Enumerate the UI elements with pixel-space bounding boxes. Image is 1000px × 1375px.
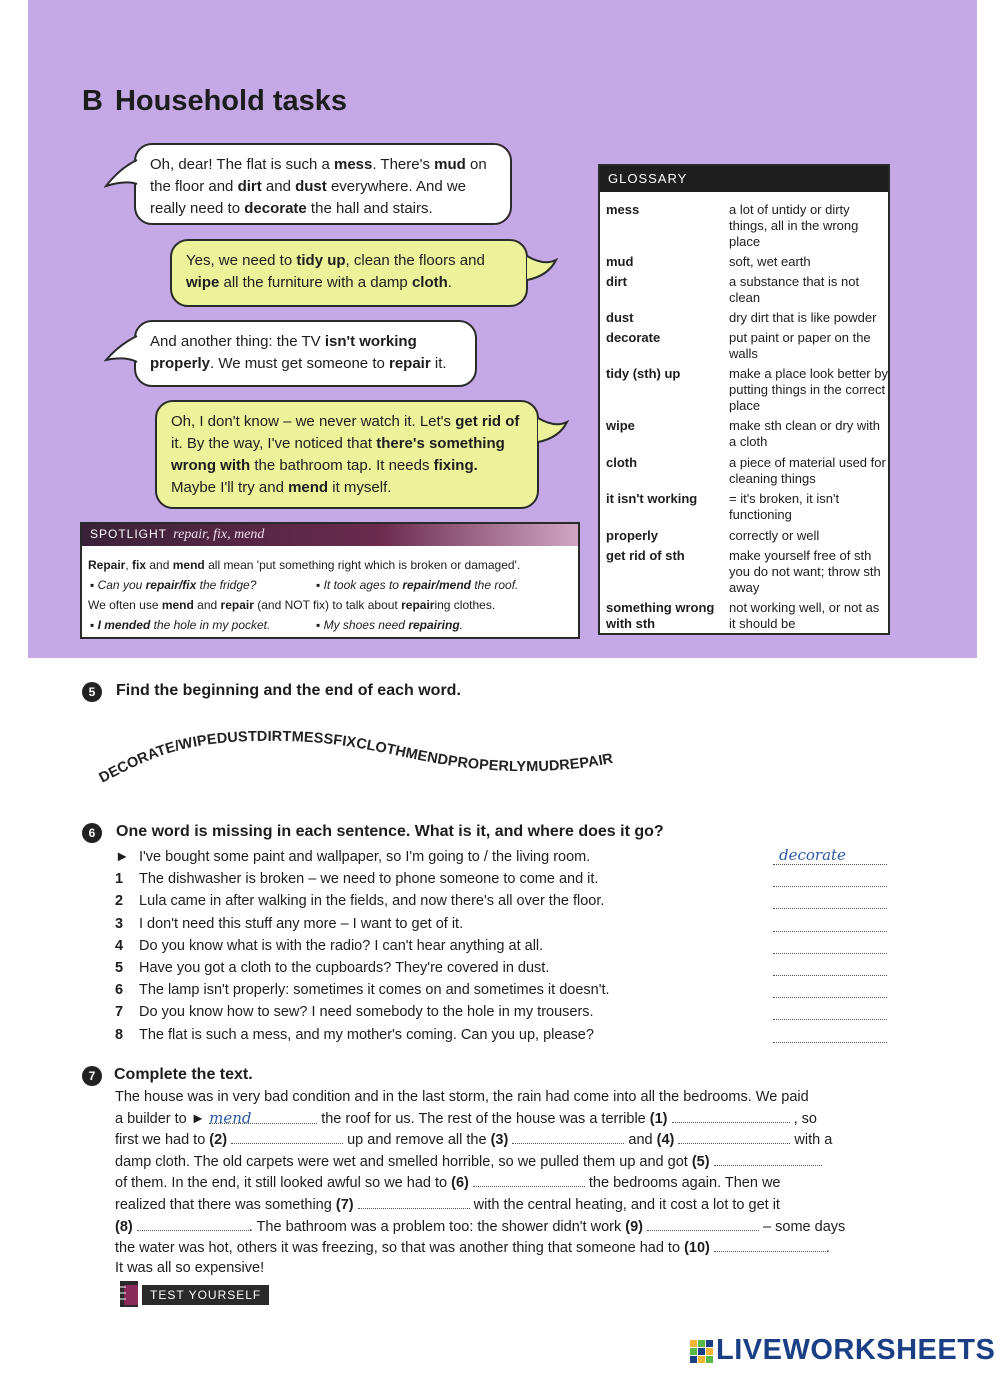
bubble-text: . [447,274,452,291]
sentence-item [115,1026,775,1044]
sentence-item [115,915,775,933]
logo-text: LIVEWORKSHEETS [716,1334,996,1366]
vocab-word: repair [389,355,431,372]
gap-8[interactable] [137,1216,249,1231]
glossary-definition: a piece of material used for cleaning things [729,455,886,486]
section-title [82,85,347,118]
section-title-text: Household tasks [114,85,348,117]
answer-field[interactable] [773,935,887,954]
bubble-tail-3 [104,334,138,368]
answer-field[interactable] [773,890,887,909]
example-answer: mend [209,1108,252,1127]
sentence-text: Have you got a cloth to the cupboards? They're covered in dust. [139,960,550,976]
vocab-word: dirt [237,178,262,195]
item-number: 4 [115,937,124,954]
glossary-definition: a substance that is not clean [729,274,860,305]
item-number: 7 [115,1004,124,1021]
glossary-term: mess [606,202,640,217]
item-number: 1 [115,871,124,888]
word-snake [96,725,696,795]
example-sentence [115,848,775,866]
exercise-7-text [115,1088,890,1278]
text-line: of them. In the end, it still looked awful so we had to (6) the bedrooms again. Then we [115,1172,890,1194]
item-number: 2 [115,893,124,910]
glossary-term: it isn't working [606,491,698,506]
word-snake-text: DECORATE/WIPEDUSTDIRTMESSFIXCLOTHMENDPROPERLYMUDREPAIR [96,728,615,787]
glossary-term: dust [606,310,634,325]
gap-3[interactable] [512,1129,624,1144]
logo-grid-icon [690,1340,714,1364]
vocab-word: there's something wrong with [171,435,505,474]
text-line: damp cloth. The old carpets were wet and smelled horrible, so we pulled them up and got (5) [115,1151,890,1173]
speech-bubble-3 [134,320,477,387]
bubble-text: on the floor and [150,156,487,195]
spotlight-subtitle: repair, fix, mend [173,527,265,542]
bubble-text: Yes, we need to [186,252,297,269]
spotlight-line-2: We often use mend and repair (and NOT fix) to talk about repairing clothes. [88,598,496,612]
glossary-term: dirt [606,274,627,289]
speech-bubble-2 [170,239,528,307]
glossary-term: something wrong with sth [606,600,715,631]
bubble-tail-2 [526,252,558,286]
answer-field[interactable] [773,1024,887,1043]
gap-7[interactable] [358,1194,470,1209]
test-yourself-badge[interactable] [118,1279,270,1309]
speech-bubble-4 [155,400,539,509]
vocab-word: decorate [244,200,307,217]
vocab-word: mud [434,156,466,173]
vocab-word: isn't working properly [150,333,417,372]
bubble-text: all the furniture with a damp [219,274,412,291]
page-edge [0,0,28,1375]
glossary-box [598,164,890,635]
answer-field[interactable] [773,1001,887,1020]
bubble-text: Maybe I'll try and [171,479,289,496]
glossary-definition: correctly or well [729,528,820,543]
gap-6[interactable] [473,1172,585,1187]
exercise-6-number: 6 [82,823,102,843]
glossary-term: tidy (sth) up [606,366,681,381]
spotlight-heading [82,524,578,546]
glossary-definition: make a place look better by putting things in the correct place [729,366,888,413]
text-line: realized that there was something (7) with the central heating, and it cost a lot to get it [115,1194,890,1216]
answer-field[interactable] [773,868,887,887]
bubble-text: . We must get someone to [210,355,389,372]
bubble-text: , clean the floors and [345,252,485,269]
spotlight-line-1: Repair, fix and mend all mean 'put something right which is broken or damaged'. [88,558,521,572]
glossary-definition: soft, wet earth [729,254,811,269]
exercise-6-title: One word is missing in each sentence. What is it, and where does it go? [116,823,664,840]
bubble-text: And another thing: the TV [150,333,325,350]
bubble-text: it myself. [328,479,392,496]
text-line: The house was in very bad condition and in the last storm, the rain had come into all the bedrooms. We paid [115,1089,809,1105]
exercise-7-number: 7 [82,1066,102,1086]
bubble-text: and [261,178,296,195]
text-line: a builder to ► mend the roof for us. The rest of the house was a terrible (1) , so [115,1108,817,1127]
sentence-item [115,892,775,910]
sentence-text: I don't need this stuff any more – I want to get of it. [139,915,464,932]
bubble-text: the bathroom tap. It needs [250,457,434,474]
sentence-text: Lula came in after walking in the fields, and now there's all over the floor. [139,893,605,910]
sentence-text: The flat is such a mess, and my mother's coming. Can you up, please? [139,1026,594,1043]
bubble-text: Oh, dear! The flat is such a [150,156,334,173]
glossary-term: cloth [606,455,638,470]
sentence-item [115,870,775,888]
glossary-definition: = it's broken, it isn't functioning [729,491,840,522]
gap-1[interactable] [672,1108,790,1123]
text-line: the water was hot, others it was freezing, so that was another thing that someone had to (10) . [115,1237,890,1259]
item-number: 3 [115,915,124,932]
section-letter: B [82,85,103,117]
vocab-word: cloth [411,274,448,291]
bubble-text: it. [430,355,447,372]
sentence-text: The dishwasher is broken – we need to phone someone to come and it. [139,871,599,888]
item-number: ► [115,849,130,865]
glossary-definition: make yourself free of sth you do not want; throw sth away [729,548,881,595]
bubble-text: it. By the way, I've noticed that [171,435,377,452]
glossary-heading: GLOSSARY [600,166,888,192]
text-line: (8) . The bathroom was a problem too: the shower didn't work (9) – some days [115,1216,890,1238]
svg-text:DECORATE/WIPEDUSTDIRTMESSFIXCL [97,729,615,787]
glossary-term: decorate [606,330,661,345]
answer-field[interactable] [773,957,887,976]
gap-10[interactable] [714,1237,826,1252]
text-line: first we had to (2) up and remove all the (3) and (4) with a [115,1129,890,1151]
exercise-7-title: Complete the text. [114,1066,253,1083]
gap-5[interactable] [714,1151,822,1166]
vocab-word: dust [295,178,327,195]
glossary-definition: a lot of untidy or dirty things, all in the wrong place [729,202,859,249]
bubble-text: Oh, I don't know – we never watch it. Let's [171,413,456,430]
item-number: 5 [115,960,124,976]
bubble-text: the hall and stairs. [306,200,433,217]
glossary-definition: dry dirt that is like powder [729,310,877,325]
speech-bubble-1 [134,143,512,225]
vocab-word: mess [333,156,373,173]
glossary-term: get rid of sth [606,548,685,563]
gap-4[interactable] [678,1129,790,1144]
vocab-word: fixing. [433,457,478,474]
glossary-term: wipe [606,418,635,433]
vocab-word: mend [288,479,329,496]
sentence-item [115,1003,775,1021]
sentence-item [115,981,775,999]
sentence-item [115,937,775,955]
vocab-word: tidy up [296,252,346,269]
vocab-word: get rid of [455,413,520,430]
spotlight-box: SPOTLIGHT repair, fix, mend Repair, fix and mend all mean 'put something right which is broken or damaged'. ▪ Can you repair/fix the fridge? ▪ It took ages to repair/mend the roof. We often use mend and repair (and NOT fix) to talk about repairing clothes. ▪ I mended the hole in my pocket. ▪ My shoes need repairing. [80,522,580,639]
glossary-term: mud [606,254,634,269]
gap-2[interactable] [231,1129,343,1144]
gap-9[interactable] [647,1216,759,1231]
vocab-word: wipe [186,274,220,291]
bubble-text: . There's [372,156,435,173]
bubble-tail-4 [537,414,569,448]
test-yourself-label: TEST YOURSELF [142,1285,269,1305]
text-line: It was all so expensive! [115,1259,265,1276]
notepad-icon [118,1279,142,1309]
sentence-text: Do you know how to sew? I need somebody to the hole in my trousers. [139,1004,594,1021]
exercise-5-number: 5 [82,682,102,702]
answer-field[interactable] [773,979,887,998]
glossary-definition: make sth clean or dry with a cloth [729,418,881,449]
bubble-tail-1 [104,158,138,192]
glossary-definition: not working well, or not as it should be [729,600,880,631]
example-answer: decorate [779,846,846,864]
answer-field[interactable] [773,913,887,932]
item-number: 6 [115,982,124,999]
spotlight-label: SPOTLIGHT [90,527,167,541]
bubble-text: everywhere. And we really need to [150,178,467,217]
sentence-text: The lamp isn't properly: sometimes it comes on and sometimes it doesn't. [139,982,610,999]
glossary-definition: put paint or paper on the walls [729,330,871,361]
item-number: 8 [115,1026,124,1043]
answer-field[interactable] [773,846,887,865]
exercise-5-title: Find the beginning and the end of each word. [116,682,461,699]
sentence-text: I've bought some paint and wallpaper, so I'm going to / the living room. [139,849,591,865]
sentence-text: Do you know what is with the radio? I can't hear anything at all. [139,937,544,954]
sentence-item [115,959,775,977]
glossary-term: properly [606,528,659,543]
